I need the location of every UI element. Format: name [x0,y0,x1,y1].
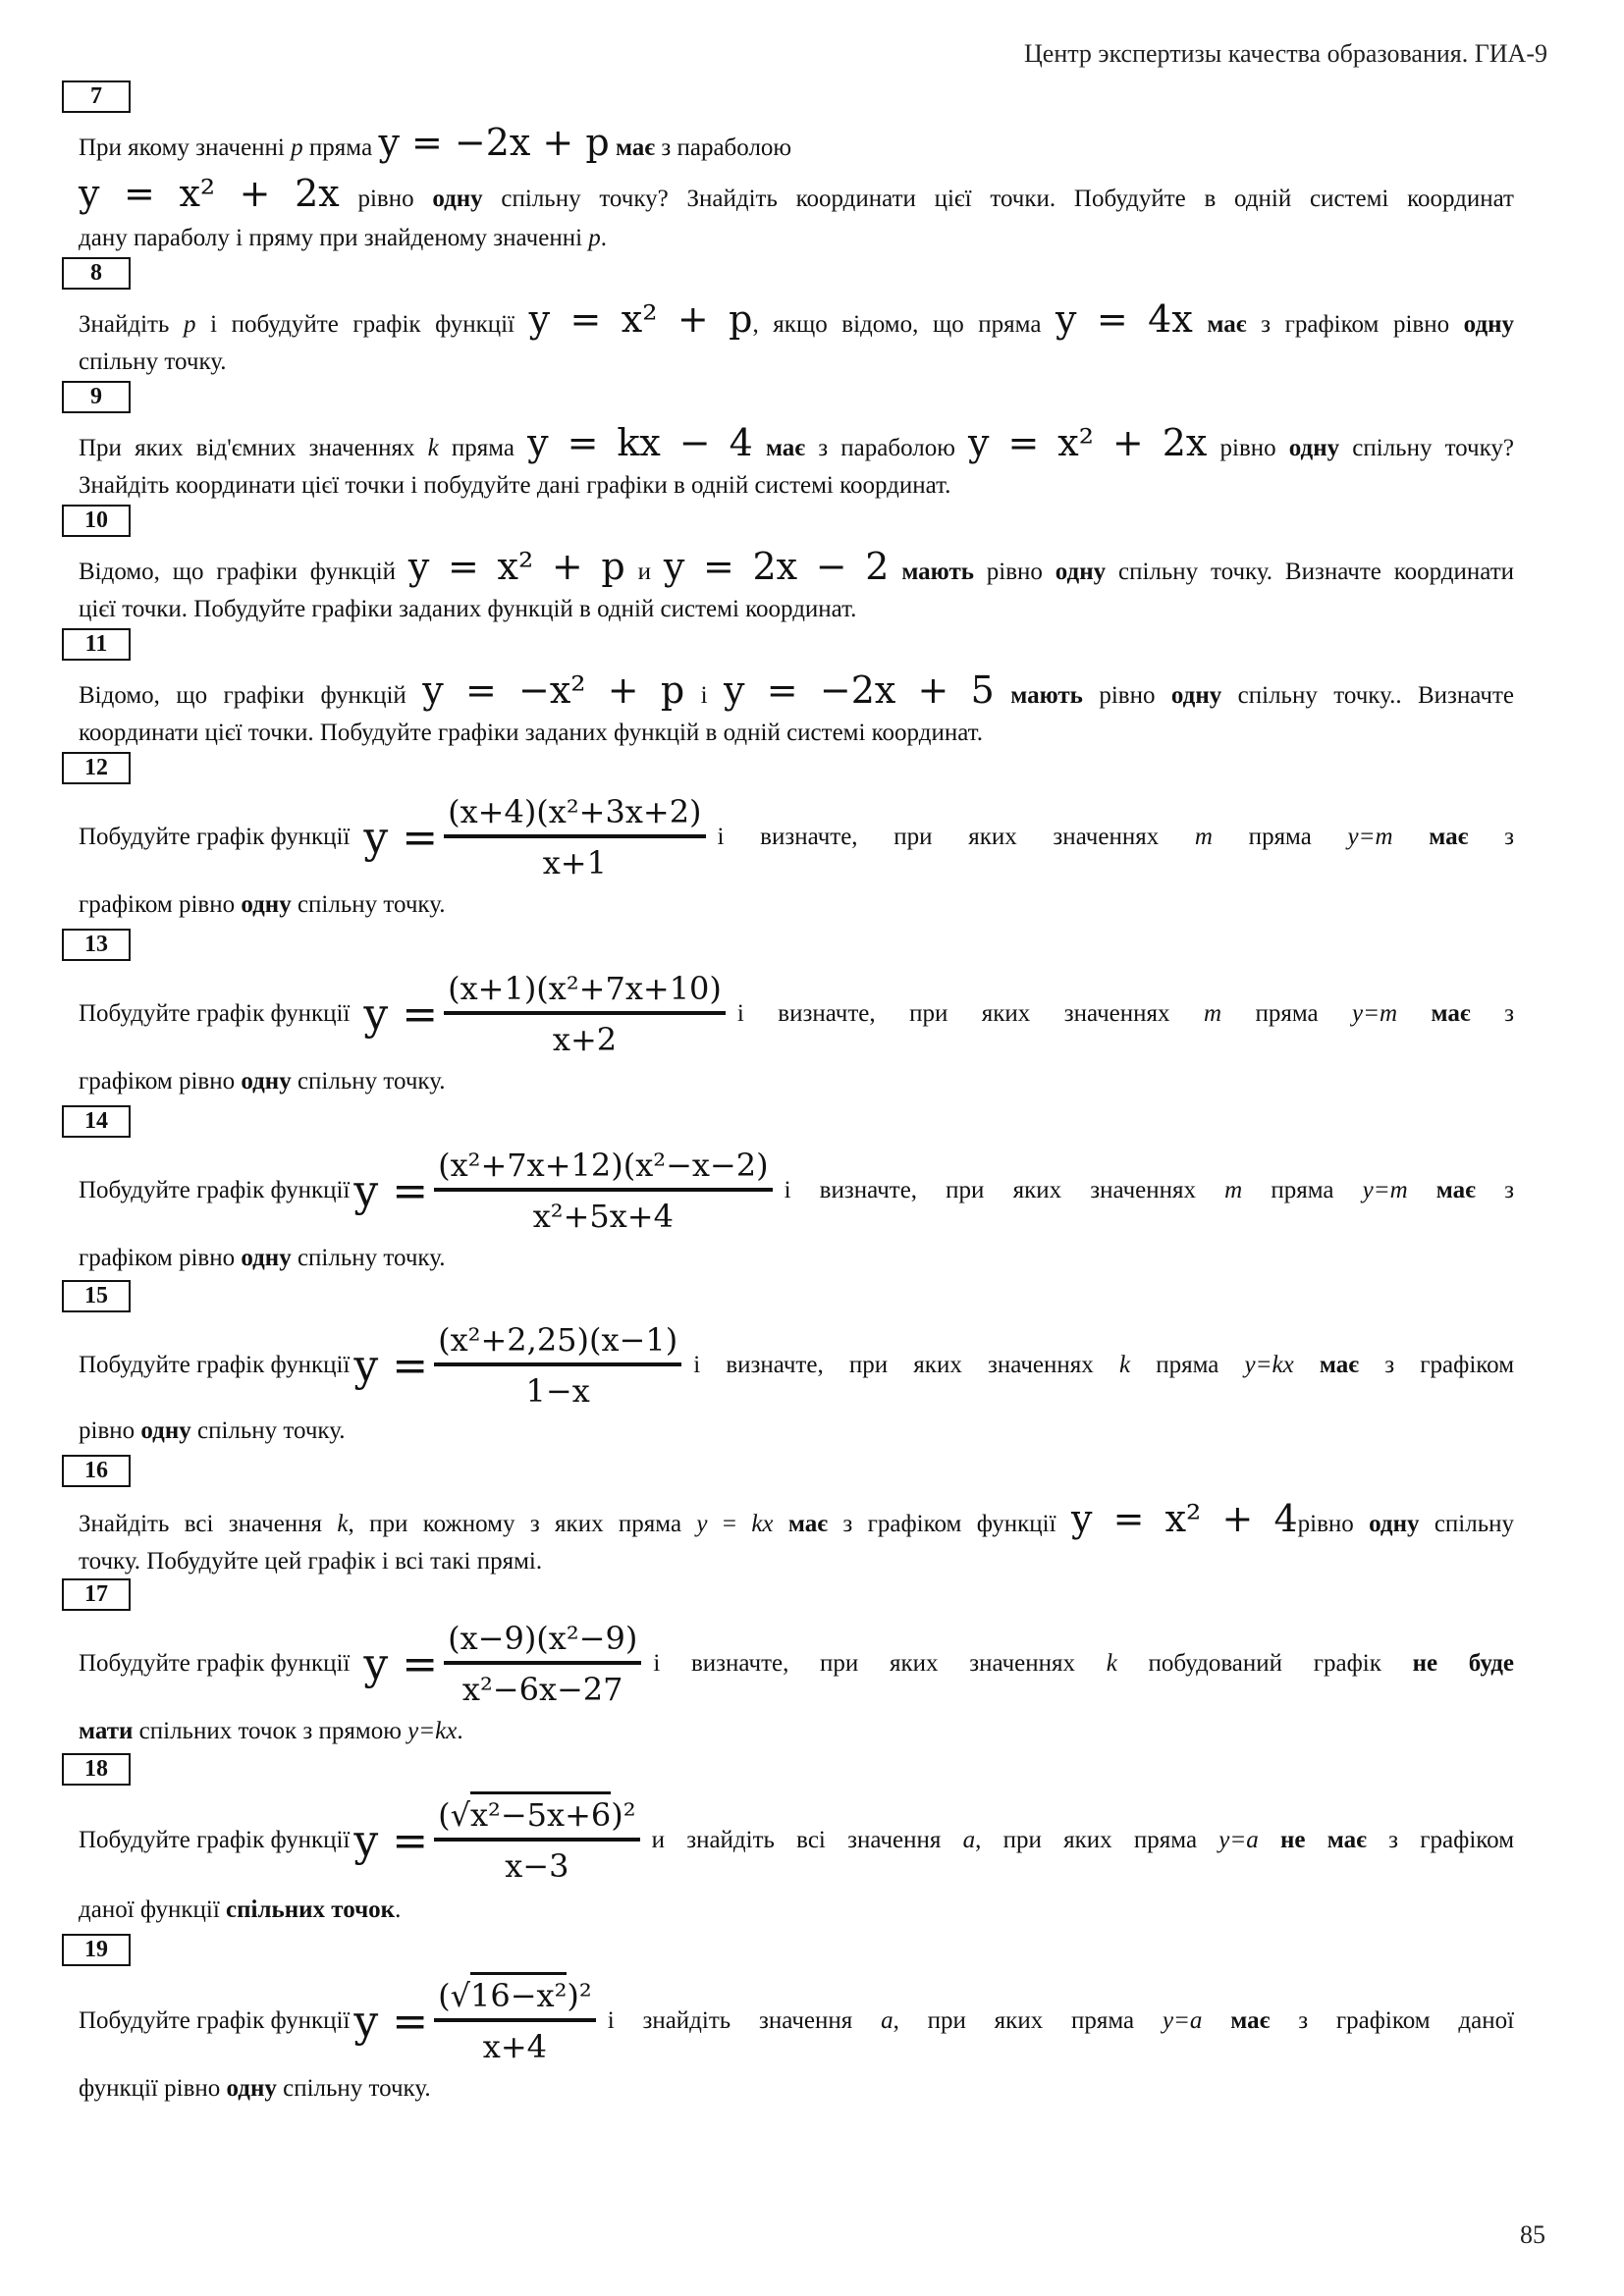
problem-15-text-2: рівно одну спільну точку. [79,1417,346,1444]
problem-12-text: Побудуйте графік функції y = $\frac{\text{(x+4)(x²+3x+2)}}{x+1}$ і визначте, при яких значеннях m пряма y=m має з [79,793,1514,881]
problem-number: 10 [62,505,131,537]
problem-14-text-2: графіком рівно одну спільну точку. [79,1245,446,1271]
sqrt-radicand: x²−5x+6 [470,1791,611,1834]
formula: y = x² + 2x [968,421,1208,464]
formula: y = 4x [1056,297,1193,341]
fraction: $\frac{\text{(x²+2,25)(x−1)}}{1-x}$ [434,1321,681,1410]
problem-number: 12 [62,752,131,784]
formula-lhs: y = [353,1165,429,1216]
problem-number: 18 [62,1753,131,1786]
problem-17-text-2: мати спільних точок з прямою y=kx. [79,1718,463,1744]
problem-number: 16 [62,1455,131,1487]
problem-11-text-2: координати цієї точки. Побудуйте графіки заданих функцій в одній системі координат. [79,720,983,746]
problem-18-text-2: даної функції спільних точок. [79,1896,402,1923]
problem-7-text-3: дану параболу і пряму при знайденому значенні p. [79,225,608,251]
formula: y = −2x + p [378,121,610,164]
problem-10-text-2: цієї точки. Побудуйте графіки заданих функцій в одній системі координат. [79,596,857,622]
problem-9-text-2: Знайдіть координати цієї точки і побудуйте дані графіки в одній системі координат. [79,472,951,499]
problem-15-text: Побудуйте графік функції y = $\frac{\text{(x²+2,25)(x−1)}}{1-x}$ і визначте, при яких значеннях k пряма y=kx має з графіком [79,1321,1515,1410]
formula: y = 2x − 2 [663,545,890,588]
problem-number: 15 [62,1280,131,1312]
problem-13-text: Побудуйте графік функції y = $\frac{\text{(x+1)(x²+7x+10)}}{x+2}$ і визначте, при яких значеннях m пряма y=m має з [79,970,1514,1058]
problem-7-text-2: y = x² + 2x рівно одну спільну точку? Знайдіть координати цієї точки. Побудуйте в одній системі координат [79,172,1514,215]
formula: y = −2x + 5 [724,668,995,712]
formula: y = x² + 2x [79,172,340,215]
formula-lhs: y = [353,1996,429,2047]
formula-lhs: y = [363,1638,439,1689]
fraction: $\frac{\text{(x²+7x+12)(x²−x−2)}}{\text{x²+5x+4}}$ [434,1147,772,1235]
problem-12-text-2: графіком рівно одну спільну точку. [79,891,446,918]
problem-8-text-2: спільну точку. [79,348,227,375]
problem-7-text: При якому значенні p прямa y = −2x + p має з параболою [79,121,792,164]
problem-number: 19 [62,1934,131,1966]
page-header: Центр экспертизы качества образования. ГИА-9 [1024,39,1547,68]
page-number: 85 [1520,2220,1545,2249]
problem-number: 8 [62,257,131,290]
problem-16-text: Знайдіть всі значення k, при кожному з яких пряма y = kx має з графіком функції y = x² + 4рівно одну спільну [79,1497,1515,1540]
formula: y = x² + 4 [1070,1497,1298,1540]
problem-14-text: Побудуйте графік функції y = $\frac{\text{(x²+7x+12)(x²−x−2)}}{\text{x²+5x+4}}$ і визначте, при яких значеннях m пряма y=m має з [79,1147,1514,1235]
formula: y = kx − 4 [527,421,753,464]
problem-19-text: Побудуйте графік функції y = $\frac{\text{(√16−x²)²}}{x+4}$ і знайдіть значення a, при яких пряма y=a має з графіком даної [79,1977,1514,2065]
problem-13-text-2: графіком рівно одну спільну точку. [79,1068,446,1095]
problem-8-text: Знайдіть p і побудуйте графік функції y = x² + p, якщо відомо, що пряма y = 4x має з графіком рівно одну [79,297,1515,341]
formula-lhs: y = [353,1815,429,1866]
problem-11-text: Відомо, що графіки функцій y = −x² + p і y = −2x + 5 мають рівно одну спільну точку.. Визначте [79,668,1514,712]
problem-number: 9 [62,381,131,413]
problem-19-text-2: функції рівно одну спільну точку. [79,2075,431,2102]
fraction: $\frac{\text{(√16−x²)²}}{x+4}$ [434,1977,596,2065]
problem-16-text-2: точку. Побудуйте цей графік і всі такі прямі. [79,1548,543,1575]
problem-number: 11 [62,628,131,661]
problem-number: 7 [62,80,131,113]
problem-18-text: Побудуйте графік функції y = $\frac{\text{(√x²−5x+6)²}}{x-3}$ и знайдіть всі значення a, при яких пряма y=a не має з графіком [79,1796,1514,1885]
fraction: $\frac{\text{(x+4)(x²+3x+2)}}{x+1}$ [444,793,705,881]
formula-lhs: y = [363,812,439,863]
fraction: $\frac{\text{(x−9)(x²−9)}}{\text{x²−6x−27}}$ [444,1620,641,1708]
formula: y = −x² + p [422,668,685,712]
fraction: $\frac{\text{(x+1)(x²+7x+10)}}{x+2}$ [444,970,726,1058]
formula-lhs: y = [363,988,439,1040]
problem-number: 17 [62,1578,131,1611]
problem-number: 13 [62,929,131,961]
sqrt-radicand: 16−x² [470,1972,567,2014]
problem-9-text: При яких від'ємних значеннях k пряма y = kx − 4 має з параболою y = x² + 2x рівно одну спільну точку? [79,421,1514,464]
formula: y = x² + p [528,297,753,341]
formula: y = x² + p [407,545,625,588]
formula-lhs: y = [353,1340,429,1391]
fraction: $\frac{\text{(√x²−5x+6)²}}{x-3}$ [434,1796,639,1885]
problem-17-text: Побудуйте графік функції y = $\frac{\text{(x−9)(x²−9)}}{\text{x²−6x−27}}$ і визначте, при яких значеннях k побудований графік не буде [79,1620,1514,1708]
problem-number: 14 [62,1105,131,1138]
problem-10-text: Відомо, що графіки функцій y = x² + p и y = 2x − 2 мають рівно одну спільну точку. Визначте координати [79,545,1515,588]
